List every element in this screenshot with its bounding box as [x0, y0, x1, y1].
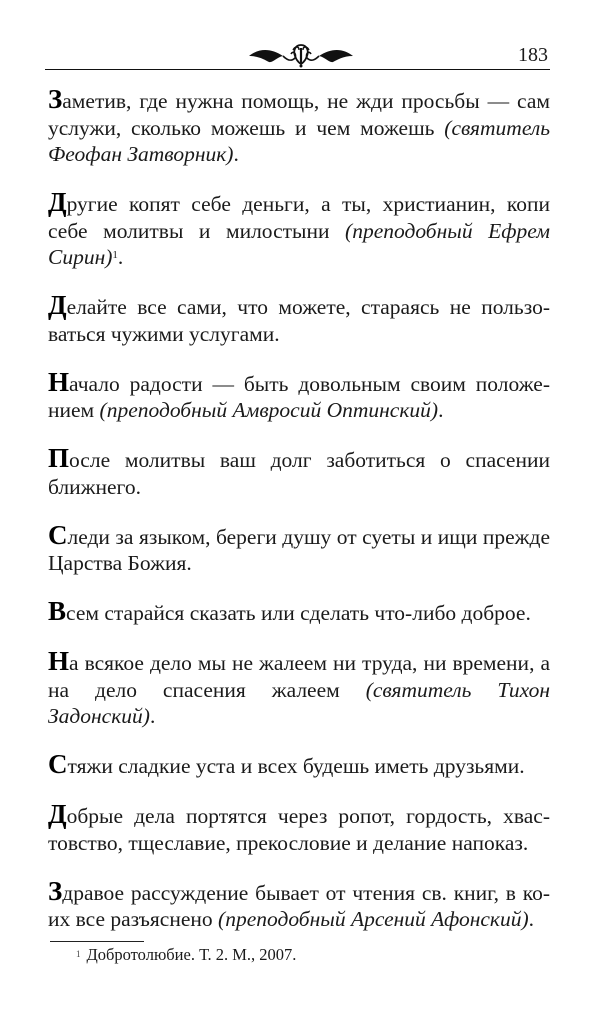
paragraph — [48, 86, 550, 168]
paragraph — [48, 519, 550, 577]
paragraph-text: елайте все сами, что можете, стараясь не пользоваться чужими услугами. — [48, 295, 550, 346]
initial-letter: Д — [48, 799, 67, 829]
paragraph-text: ругие копят себе деньги, а ты, христианин, копи себе молитвы и милостыни — [48, 192, 550, 243]
initial-letter: С — [48, 519, 68, 550]
attribution: (святитель Феофан Затворник) — [48, 115, 550, 166]
paragraph — [48, 598, 550, 627]
paragraph-text: ачало радости — быть довольным своим положением — [48, 371, 550, 422]
initial-letter: Д — [48, 290, 67, 320]
page-body — [48, 86, 550, 933]
page-number: 183 — [518, 44, 548, 66]
punctuation: . — [117, 245, 124, 269]
initial-letter: Д — [48, 187, 67, 217]
paragraph — [48, 292, 550, 347]
paragraph — [48, 189, 550, 271]
paragraph-text: осле молитвы ваш долг заботиться о спасении ближнего. — [48, 448, 550, 499]
footnote-marker: 1 — [76, 949, 81, 959]
punctuation: . — [438, 398, 444, 422]
paragraph-text: сем старайся сказать или сделать что-либо доброе. — [66, 601, 531, 625]
ornament-vignette-icon — [247, 42, 355, 68]
footnote — [76, 945, 296, 965]
punctuation: . — [149, 704, 156, 728]
initial-letter: П — [48, 443, 70, 473]
paragraph-text: дравое рассуждение бывает от чтения св. книг, в коих все разъяснено — [48, 880, 550, 931]
attribution: (преподобный Ефрем Сирин) — [48, 218, 550, 269]
paragraph — [48, 648, 550, 730]
footnote-text: Добротолюбие. Т. 2. М., 2007. — [86, 945, 297, 964]
paragraph — [48, 875, 550, 933]
paragraph — [48, 801, 550, 856]
attribution: (преподобный Арсений Афонский) — [218, 907, 529, 931]
paragraph-text: аметив, где нужна помощь, не жди просьбы — сам услужи, сколько можешь и чем можешь — [48, 89, 550, 140]
paragraph — [48, 445, 550, 500]
initial-letter: Н — [48, 646, 70, 676]
initial-letter: З — [48, 875, 63, 906]
initial-letter: В — [48, 596, 67, 626]
running-header — [45, 38, 550, 70]
initial-letter: Н — [48, 366, 70, 397]
paragraph-text: обрые дела портятся через ропот, гордость, хвастовство, тщеславие, прекословие и делание напоказ. — [48, 804, 550, 855]
punctuation: . — [233, 142, 239, 166]
attribution: (преподобный Амвросий Оптинский) — [99, 398, 439, 422]
initial-letter: З — [48, 84, 63, 114]
paragraph — [48, 366, 550, 424]
paragraph-text: тяжи сладкие уста и всех будешь иметь друзьями. — [67, 754, 525, 778]
paragraph-text: а всякое дело мы не жалеем ни труда, ни времени, а на дело спасения жалеем — [48, 651, 550, 702]
paragraph-text: леди за языком, береги душу от суеты и ищи прежде Царства Божия. — [48, 524, 550, 575]
footnote-reference[interactable]: 1 — [112, 249, 118, 261]
initial-letter: С — [48, 749, 68, 779]
punctuation: . — [528, 907, 535, 931]
paragraph — [48, 751, 550, 780]
footnote-divider — [50, 941, 144, 942]
attribution: (святитель Тихон Задонский) — [48, 677, 550, 728]
